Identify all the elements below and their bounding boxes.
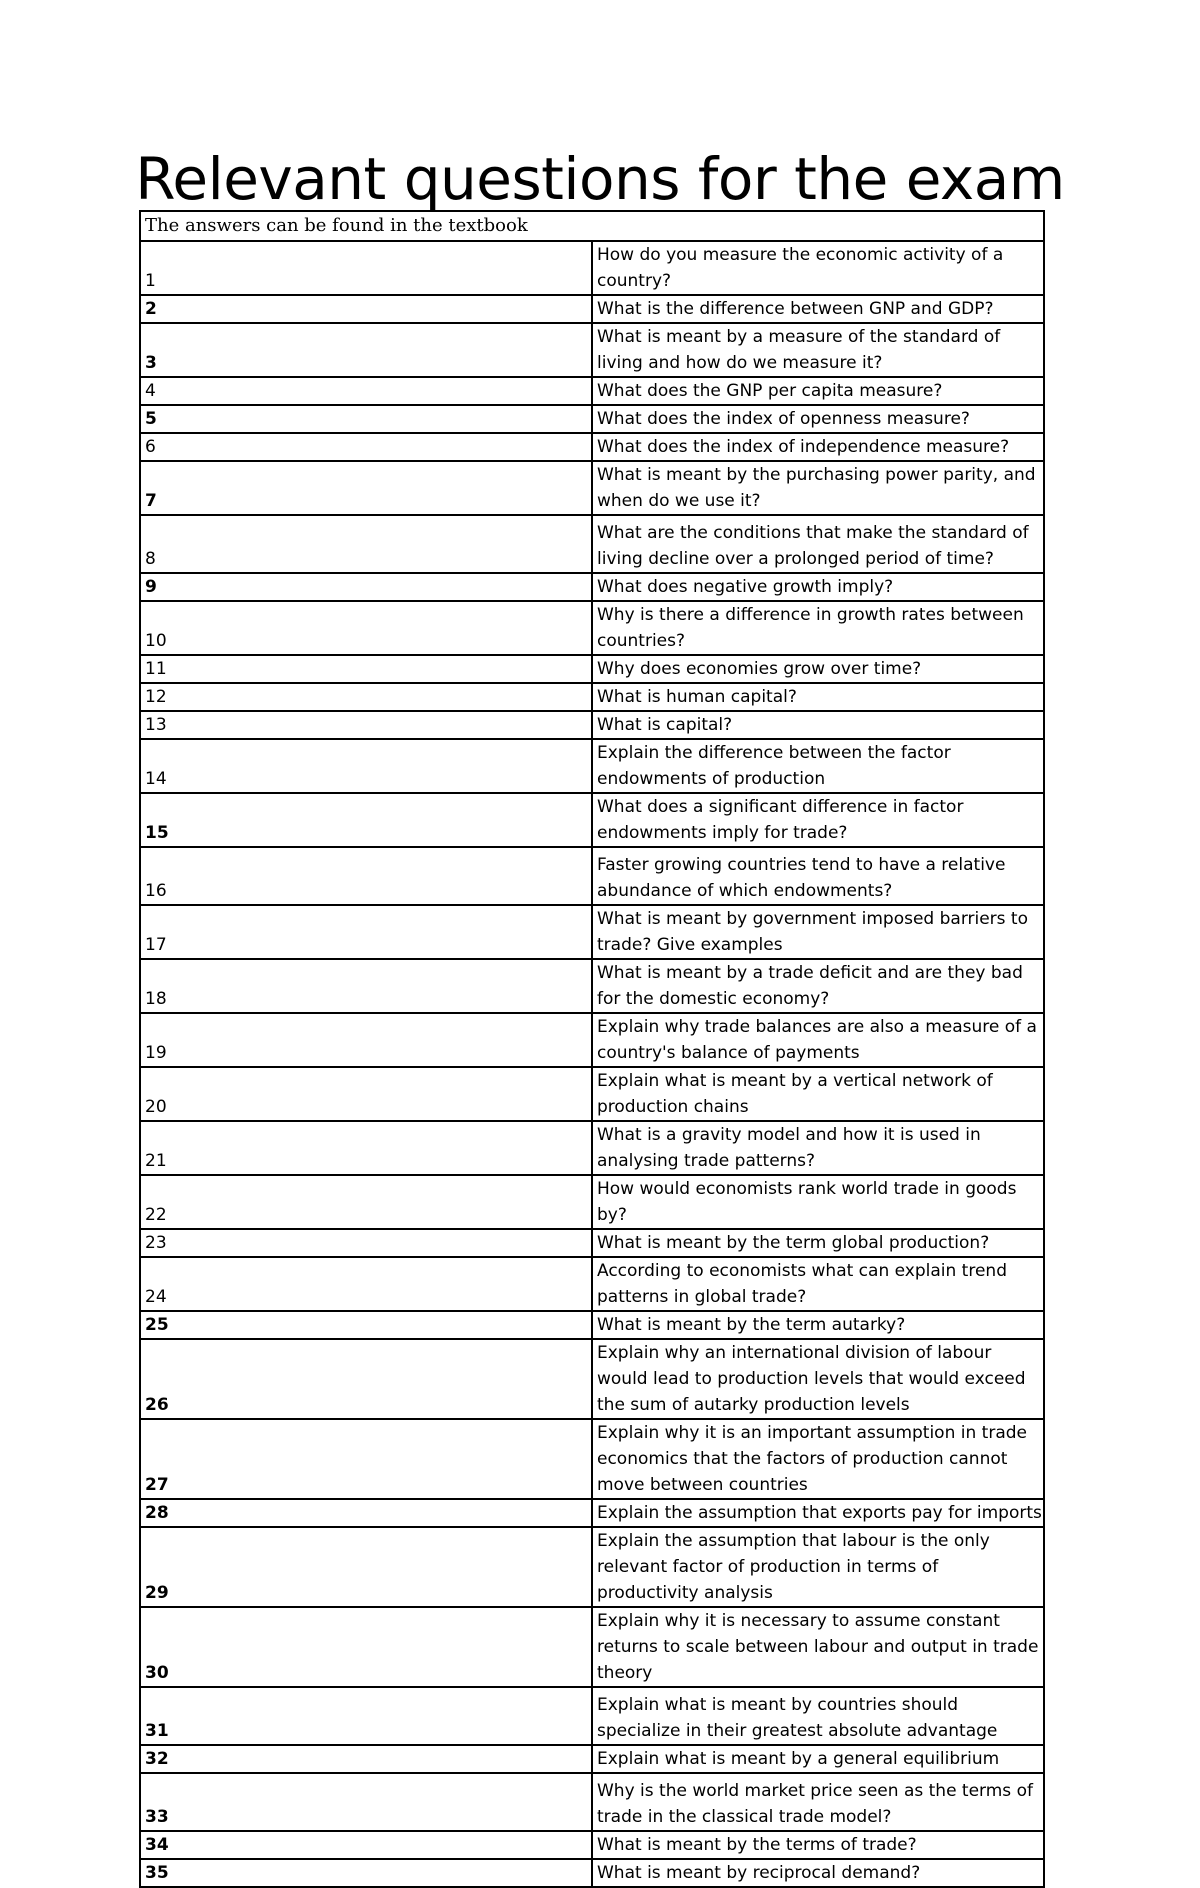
- question-number: 22: [140, 1175, 592, 1229]
- question-number: 26: [140, 1339, 592, 1419]
- table-row: [140, 1339, 1044, 1419]
- question-number: 10: [140, 601, 592, 655]
- question-text: What is meant by the terms of trade?: [592, 1831, 1044, 1859]
- question-number: 2: [140, 295, 592, 323]
- table-row: [140, 1013, 1044, 1067]
- table-row: [140, 1067, 1044, 1121]
- question-number: 18: [140, 959, 592, 1013]
- question-text: Explain the difference between the factor endowments of production: [592, 739, 1044, 793]
- table-row: [140, 655, 1044, 683]
- question-number: 3: [140, 323, 592, 377]
- question-text: What is meant by the term global production?: [592, 1229, 1044, 1257]
- question-number: 35: [140, 1859, 592, 1887]
- question-text: What does the GNP per capita measure?: [592, 377, 1044, 405]
- question-text: Explain why it is necessary to assume constant returns to scale between labour and output in trade theory: [592, 1607, 1044, 1687]
- question-text: What is a gravity model and how it is used in analysing trade patterns?: [592, 1121, 1044, 1175]
- question-number: 28: [140, 1499, 592, 1527]
- question-number: 17: [140, 905, 592, 959]
- question-number: 33: [140, 1773, 592, 1831]
- question-number: 25: [140, 1311, 592, 1339]
- table-row: [140, 711, 1044, 739]
- question-number: 30: [140, 1607, 592, 1687]
- question-number: 9: [140, 573, 592, 601]
- question-text: Explain why trade balances are also a measure of a country's balance of payments: [592, 1013, 1044, 1067]
- table-row: [140, 405, 1044, 433]
- question-number: 5: [140, 405, 592, 433]
- question-text: What is meant by the term autarky?: [592, 1311, 1044, 1339]
- question-text: What is human capital?: [592, 683, 1044, 711]
- question-number: 19: [140, 1013, 592, 1067]
- question-text: Why does economies grow over time?: [592, 655, 1044, 683]
- table-row: [140, 377, 1044, 405]
- questions-table-body: [140, 211, 1044, 1887]
- question-text: Explain the assumption that exports pay for imports: [592, 1499, 1044, 1527]
- question-number: 6: [140, 433, 592, 461]
- question-text: What is meant by the purchasing power parity, and when do we use it?: [592, 461, 1044, 515]
- question-text: Explain the assumption that labour is the only relevant factor of production in terms of productivity analysis: [592, 1527, 1044, 1607]
- question-text: Faster growing countries tend to have a relative abundance of which endowments?: [592, 847, 1044, 905]
- table-row: [140, 959, 1044, 1013]
- table-row: [140, 683, 1044, 711]
- table-row: [140, 1607, 1044, 1687]
- question-number: 32: [140, 1745, 592, 1773]
- question-text: What is capital?: [592, 711, 1044, 739]
- table-row: [140, 1175, 1044, 1229]
- table-row: [140, 1229, 1044, 1257]
- question-text: What is meant by a measure of the standard of living and how do we measure it?: [592, 323, 1044, 377]
- question-number: 29: [140, 1527, 592, 1607]
- question-text: What does the index of openness measure?: [592, 405, 1044, 433]
- table-row: [140, 323, 1044, 377]
- table-row: [140, 601, 1044, 655]
- question-text: What is meant by government imposed barriers to trade? Give examples: [592, 905, 1044, 959]
- question-number: 31: [140, 1687, 592, 1745]
- page-title: Relevant questions for the exam: [135, 145, 1065, 213]
- table-row: [140, 1311, 1044, 1339]
- table-row: [140, 573, 1044, 601]
- question-number: 14: [140, 739, 592, 793]
- question-text: What does the index of independence measure?: [592, 433, 1044, 461]
- question-text: How would economists rank world trade in goods by?: [592, 1175, 1044, 1229]
- questions-table: [139, 210, 1045, 1888]
- table-header-note: The answers can be found in the textbook: [140, 211, 1044, 241]
- table-row: [140, 1745, 1044, 1773]
- question-text: What does a significant difference in factor endowments imply for trade?: [592, 793, 1044, 847]
- question-text: Explain why it is an important assumption in trade economics that the factors of production cannot move between countries: [592, 1419, 1044, 1499]
- table-row: [140, 1859, 1044, 1887]
- table-row: [140, 241, 1044, 295]
- question-number: 21: [140, 1121, 592, 1175]
- question-text: Explain what is meant by a general equilibrium: [592, 1745, 1044, 1773]
- table-row: [140, 515, 1044, 573]
- question-number: 23: [140, 1229, 592, 1257]
- question-text: What is meant by reciprocal demand?: [592, 1859, 1044, 1887]
- table-row: [140, 793, 1044, 847]
- question-text: What does negative growth imply?: [592, 573, 1044, 601]
- question-text: What are the conditions that make the standard of living decline over a prolonged period of time?: [592, 515, 1044, 573]
- table-row: [140, 1687, 1044, 1745]
- question-number: 16: [140, 847, 592, 905]
- question-text: What is meant by a trade deficit and are they bad for the domestic economy?: [592, 959, 1044, 1013]
- table-header-row: [140, 211, 1044, 241]
- question-text: How do you measure the economic activity of a country?: [592, 241, 1044, 295]
- question-number: 24: [140, 1257, 592, 1311]
- question-number: 12: [140, 683, 592, 711]
- table-row: [140, 433, 1044, 461]
- question-text: According to economists what can explain trend patterns in global trade?: [592, 1257, 1044, 1311]
- question-number: 11: [140, 655, 592, 683]
- question-text: Explain why an international division of labour would lead to production levels that would exceed the sum of autarky production levels: [592, 1339, 1044, 1419]
- question-number: 13: [140, 711, 592, 739]
- table-row: [140, 1499, 1044, 1527]
- table-row: [140, 847, 1044, 905]
- table-row: [140, 905, 1044, 959]
- question-text: Explain what is meant by countries should specialize in their greatest absolute advantage: [592, 1687, 1044, 1745]
- table-row: [140, 1773, 1044, 1831]
- table-row: [140, 1831, 1044, 1859]
- question-text: Explain what is meant by a vertical network of production chains: [592, 1067, 1044, 1121]
- table-row: [140, 1527, 1044, 1607]
- table-row: [140, 739, 1044, 793]
- question-number: 34: [140, 1831, 592, 1859]
- table-row: [140, 1257, 1044, 1311]
- table-row: [140, 295, 1044, 323]
- question-number: 27: [140, 1419, 592, 1499]
- question-number: 1: [140, 241, 592, 295]
- question-number: 20: [140, 1067, 592, 1121]
- table-row: [140, 1419, 1044, 1499]
- question-number: 8: [140, 515, 592, 573]
- question-text: What is the difference between GNP and GDP?: [592, 295, 1044, 323]
- question-text: Why is there a difference in growth rates between countries?: [592, 601, 1044, 655]
- table-row: [140, 1121, 1044, 1175]
- question-number: 7: [140, 461, 592, 515]
- question-number: 4: [140, 377, 592, 405]
- question-text: Why is the world market price seen as the terms of trade in the classical trade model?: [592, 1773, 1044, 1831]
- question-number: 15: [140, 793, 592, 847]
- table-row: [140, 461, 1044, 515]
